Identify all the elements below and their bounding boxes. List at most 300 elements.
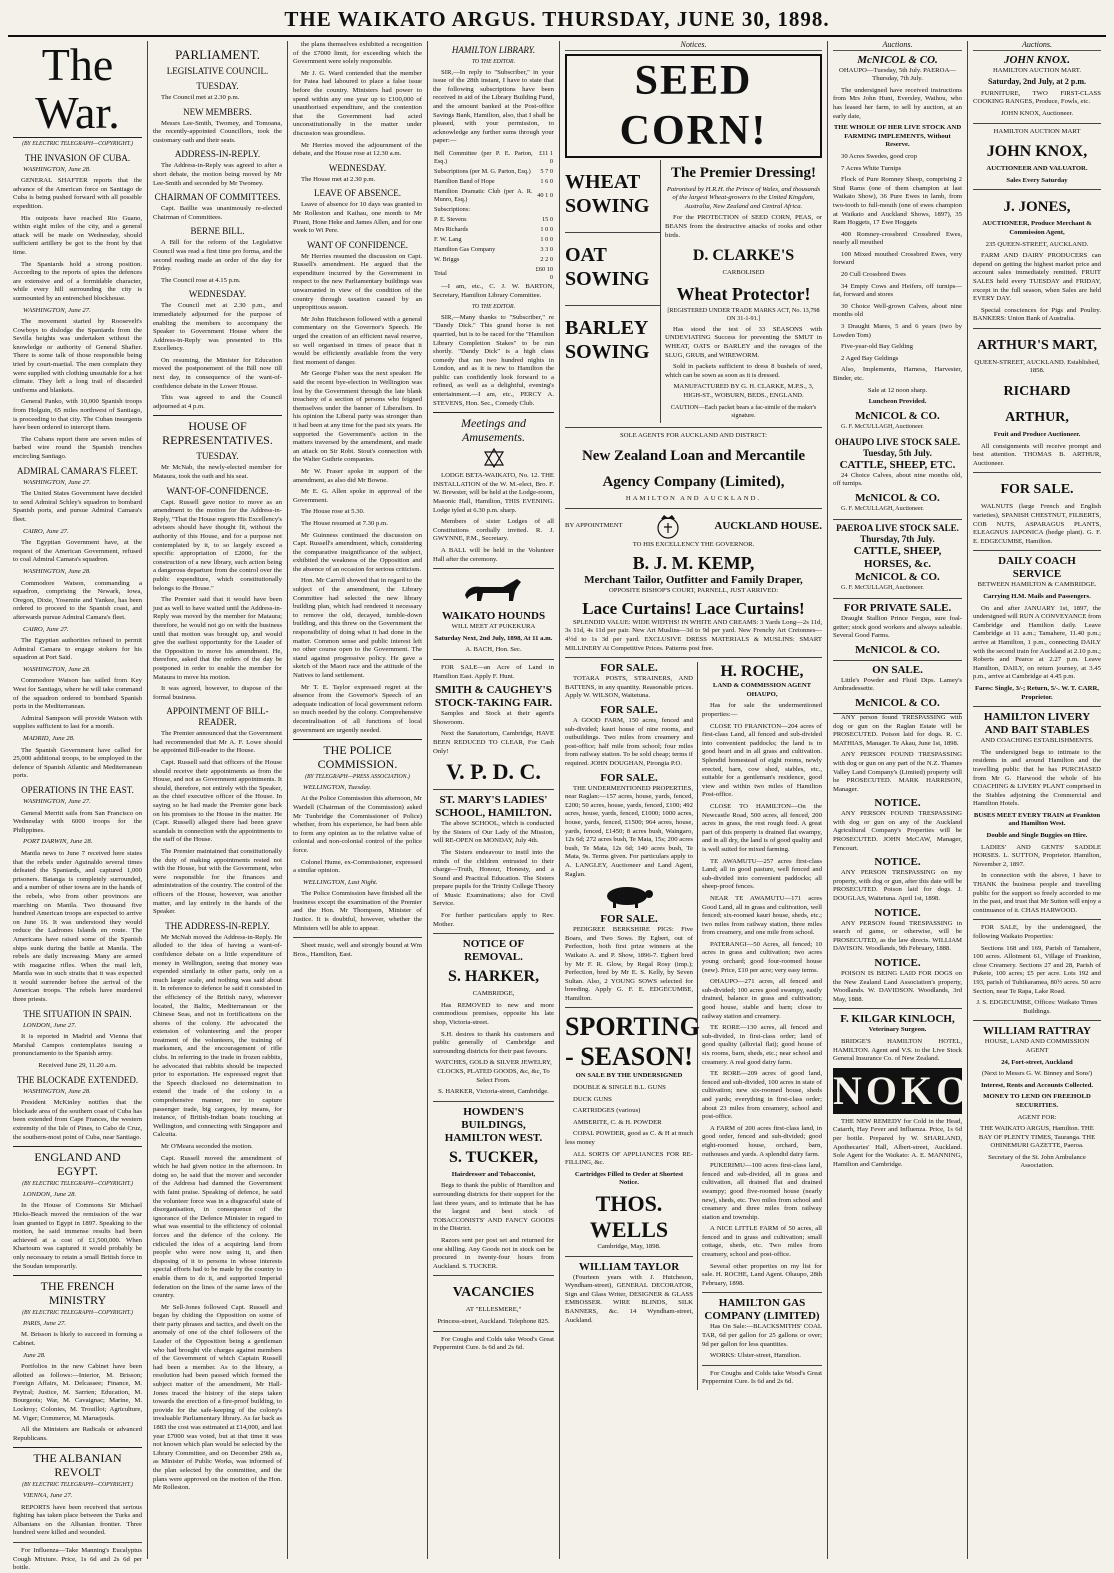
paragraph: A GOOD FARM, 150 acres, fenced and sub-divided; kauri house of nine rooms, and outbuildings. Two miles from creamery and post-office; half mile from school; four miles from railway station. To be sold cheap; terms if required. JOHN DOUGHAN, Pirongia P.O.: [565, 717, 693, 767]
paragraph: Capt. Baillie was unanimously re-elected Chairman of Committees.: [153, 205, 282, 221]
headline-england-egypt: ENGLAND AND EGYPT.: [13, 1146, 142, 1178]
paragraph: Mr George Fisher was the next speaker. He said the recent bye-election in Wellington was lost by the Government through the late blank treachery of a section of persons who feigned themselves under the banner of Liberalism. In his opinion the Liberal party was stronger than it had been at any time for the past six years. He supported the Government's action in the matters traversed by the amendment, and made an attack on Sir Robt. Stout's connection with the Walter Guthrie companies.: [293, 370, 422, 464]
paragraph: The Council rose at 4.15 p.m.: [161, 276, 241, 284]
john-knox-title: JOHN KNOX.: [1003, 53, 1070, 66]
clarke-ad: [665, 160, 822, 423]
livery-title: HAMILTON LIVERY AND BAIT STABLES: [983, 711, 1091, 737]
sole-agents: SOLE AGENTS FOR AUCKLAND AND DISTRICT:: [620, 431, 767, 439]
for-sale-title: FOR SALE.: [1000, 482, 1074, 498]
divider: [433, 1331, 554, 1332]
subscription-row: [433, 215, 554, 225]
tucker-name: S. TUCKER,: [448, 1148, 539, 1166]
on-sale: ON SALE BY THE UNDERSIGNED: [575, 1072, 683, 1080]
paragraph: On resuming, the Minister for Education moved the postponement of the Bill now till next day, in consequence of the want-of-confidence debate in the Lower House.: [153, 356, 282, 390]
divider: [13, 1542, 142, 1543]
auckland-house: AUCKLAND HOUSE.: [714, 520, 822, 533]
stock-item: Flock of Pure Romney Sheep, comprising 2 Stud Rams (one of them champion at last Waikato Show), 36 Pure Ewes in lamb, from two-tooth to full-mouth (one of ewes champion at Waikato and Auckland Shows, 1897), 35 Ram Hoggets, 17 Ewe Hoggets: [833, 176, 962, 227]
dateline: CAIRO, June 27.: [23, 625, 69, 633]
subscription-row: [433, 255, 554, 265]
vpdc-title: V. P. D. C.: [446, 759, 541, 785]
dateline: WELLINGTON, Tuesday.: [303, 783, 372, 791]
knox-trade: AUCTIONEER AND VALUATOR.: [986, 165, 1088, 173]
divider: [565, 657, 822, 658]
wells-date: Cambridge, May, 1898.: [597, 1243, 661, 1250]
subscription-row: [433, 177, 554, 187]
subscription-name: Hamilton Gas Company: [434, 245, 496, 253]
paragraph: Patronised by H.R.H. the Prince of Wales, and thousands of the largest Wheat-growers in the United Kingdom, Australia, New Zealand and Central Africa.: [666, 185, 821, 210]
sowing-list: [565, 160, 661, 423]
paragraph: WATCHES, GOLD & SILVER JEWELRY, CLOCKS, PLATED GOODS, &c, &c, To Select From.: [435, 1059, 552, 1084]
luncheon: Luncheon Provided.: [868, 398, 927, 406]
for-sale-title: FOR SALE.: [600, 913, 658, 926]
paragraph: S.H. desires to thank his customers and public generally of Cambridge and surrounding districts for their past favours.: [433, 1030, 554, 1055]
stock-item: 2 Aged Bay Geldings: [841, 354, 899, 362]
paragraph: Leave of absence for 10 days was granted to Mr Rolleston and Kaihau, one month to Mr Pirani, Hone Heke and James Allen, and for one week to Wi Pere.: [293, 201, 422, 235]
subscription-row: [433, 265, 554, 283]
mcnicol-sig: McNICOL & CO.: [855, 409, 940, 422]
paragraph: The Premier maintained that constitutionally the duty of making appointments rested not with the House, but with the Government, who were responsible for the finances and administration of the country. The control of the officers of the House, however, was another matter, and lay entirely in the hands of the Speaker.: [153, 848, 282, 916]
paragraph: The Sisters endeavour to instil into the minds of the children entrusted to their charge—Truth, Honour, Honesty, and a Sound and Practical Education. The Sisters prepare pupils for the Trinity College Theory of Music Examinations; also for Civil Service.: [433, 848, 554, 908]
subscription-name: Subscriptions (per M. G. Parton, Esq.): [434, 167, 531, 175]
subscription-amount: 1 6 0: [540, 177, 553, 185]
paragraph: Manila news to June 7 received here states that the rebels under Aguinaldo several times defeated the Spaniards, and captured 1,000 prisoners. Batanga is completely surrounded, and a number of other towns are in the hands of the rebels, who from other provinces are marching on Manila. Two thousand five hundred American troops are expected to arrive on June 16. It was understood they would reduce the Ladrones Islands en route. The Americans have raised some of the Spanish ships sunk during the battle at Manila. The rebels are daily increasing. Many are armed with magazine rifles. When the mail left, Manila was in such straits that it was expected it would surrender before the arrival of the American troops. The rebels have murdered three priests.: [13, 849, 142, 1004]
divider: [833, 1008, 962, 1009]
property: TE AWAMUTU—257 acres first-class Land; all in good pasture, well fenced and sub-divided into convenient paddocks; all sheep-proof fences.: [702, 857, 822, 891]
headline-parliament: PARLIAMENT.: [175, 47, 260, 62]
subhead: THE ADDRESS-IN-REPLY.: [165, 920, 270, 931]
subscription-amount: 1 0 0: [540, 225, 553, 233]
subhead: NEW MEMBERS.: [183, 106, 252, 117]
paragraph: Mr T. E. Taylor expressed regret at the absence from the Governor's Speech of an adequate indication of local government reform so much needed by the colony. Comprehensive decentralisation of all functions of local government are urgently needed.: [293, 683, 422, 734]
knox-name: JOHN KNOX,: [986, 143, 1088, 161]
to-editor: TO THE EDITOR.: [471, 304, 516, 311]
dateline: WASHINGTON, June 27.: [23, 306, 91, 314]
noko-banner: NOKO: [833, 1067, 972, 1113]
jones-name: J. JONES,: [1003, 199, 1071, 216]
paragraph: GENERAL SHAFTER reports that the advance of the American force on Santiago de Cuba is being pushed forward with all possible expedition.: [13, 177, 142, 210]
dateline: LONDON, June 27.: [23, 1021, 77, 1029]
mcnicol-sig: McNICOL & CO.: [855, 696, 940, 709]
paragraph: The movement started by Roosevelt's Cowboys to dislodge the Spaniards from the Sevilla heights was undertaken without the knowledge or authority of General Shafter. There is some talk of those responsible being tried by court-martial. The men complain they were supplied with clothing unsuitable for a hot climate. They left a long trail of discarded uniforms and blankets.: [13, 318, 142, 394]
mart-title: HAMILTON AUCTION MART.: [992, 66, 1082, 74]
dateline: WASHINGTON, June 27.: [23, 478, 91, 486]
paragraph: TOTARA POSTS, STRAINERS, AND BATTENS, in any quantity. Reasonable prices. Apply W. WILSON, Waitetuna.: [565, 675, 693, 700]
kinloch-name: F. KILGAR KINLOCH,: [840, 1013, 955, 1026]
property: PATERANGI—50 Acres, all fenced; 10 acres in grass and cultivation; two acres young orchard; good four-roomed house (new). Price, £10 per acre; very easy terms.: [702, 940, 822, 974]
paragraph: The Egyptian authorities refused to permit Admiral Camara to engage stokers for his squadron at Port Said.: [13, 637, 142, 662]
paragraph: Has On Sale:—BLACKSMITHS' COAL TAR, 6d per gallon for 25 gallons or over; 9d per gallon for less quantities.: [702, 1323, 822, 1348]
mcnicol-sig: McNICOL & CO.: [855, 643, 940, 656]
dateline: LONDON, June 28.: [23, 1190, 77, 1198]
subscription-amount: 3 3 0: [540, 245, 553, 253]
headline-meetings: Meetings and Amusements.: [433, 412, 554, 444]
dateline: WASHINGTON, June 28.: [23, 567, 91, 575]
paragraph: JOHN KNOX, Auctioneer.: [1000, 109, 1074, 117]
property: CLOSE TO HAMILTON—On the Newcastle Road, 500 acres, all fenced, 200 acres in grass, the rest rough feed. A great part of this property is drained flat swampy, and in all dry, the land is of good quality and is well suited for mixed farming.: [702, 802, 822, 853]
divider: [973, 706, 1101, 707]
sporting-season: SPORTING - SEASON!: [565, 1012, 700, 1072]
premier-dressing: The Premier Dressing!: [671, 164, 816, 181]
smith-caughey-title: SMITH & CAUGHEY'S STOCK-TAKING FAIR.: [434, 684, 553, 710]
divider: [973, 472, 1101, 473]
for-sale-title: FOR SALE.: [600, 771, 658, 784]
paragraph: SIR,—In reply to "Subscriber," in your issue of the 28th instant, I have to state that the following subscriptions have been received in aid of the Library Building Fund, and the amount banked at the Post-office Savings Bank, Hamilton, also, that I shall be pleased, with your permission, to acknowledge any further sums through your paper:—: [433, 68, 554, 145]
dateline: CAIRO, June 27.: [23, 527, 69, 535]
stock-item: 34 Empty Cows and Heifers, off turnips—fat, forward and stores: [833, 282, 962, 299]
divider: [702, 1292, 822, 1293]
credit-line: (BY ELECTRIC TELEGRAPH—COPYRIGHT.): [22, 141, 133, 147]
paragraph: Sections 168 and 169, Parish of Tamahere, 100 acres. Allotment 61, Village of Frankton, close Creamery. Sections 27 and 28, Parish of Pukete, 100 acres; £5 per acre. Lots 192 and 193, parish of Tuhikaramea, 80½ acres. 50 acre Section, near Te Rapa, Lake Road.: [973, 944, 1101, 995]
st-marys-title: ST. MARY'S LADIES' SCHOOL, HAMILTON.: [435, 794, 552, 820]
paragraph: Members of sister Lodges of all Constitutions cordially invited. R. J. GWYNNE, P.M., Secretary.: [433, 518, 554, 543]
paragraph: The Council met at 2.30 p.m.: [161, 94, 240, 101]
rattray-next: (Next to Messrs G. W. Binney and Sons'): [981, 1070, 1093, 1078]
column-auctions: [828, 40, 972, 1559]
auctioneer: G. F. McCULLAGH, Auctioneer.: [841, 583, 924, 591]
column-library-meetings: [428, 41, 560, 1559]
subscription-name: F. W. Lang: [434, 235, 462, 243]
sale-dates: OHAUPO—Tuesday, 5th July. PAEROA—Thursday, 7th July.: [839, 66, 956, 83]
by-appointment: BY APPOINTMENT: [565, 522, 623, 530]
paragraph: Mr McNab, the newly-elected member for Mataura, took the oath and his seat.: [153, 464, 282, 481]
arthur-name: RICHARD ARTHUR,: [1003, 384, 1071, 426]
paragraph: FURNITURE, TWO FIRST-CLASS COOKING RANGES, Produce, Fowls, etc.: [973, 89, 1101, 106]
trespass-notice: ANY PERSON FOUND TRESPASSING with dog or gun on any part of the N.Z. Thames Valley Land Company's (Limited) property will be PROSECUTED. MARK HARRISON, Manager.: [833, 751, 962, 793]
royal-crest-icon: [651, 513, 685, 541]
removal-title: NOTICE OF REMOVAL.: [462, 938, 525, 964]
paragraph: The undersigned begs to intimate to the residents in and around Hamilton and the travelling public that he has PURCHASED from Mr G. Harwood the whole of his COACHING & LIVERY PLANT comprised in the Stables adjoining the Commercial and Hamilton Hotels.: [973, 748, 1101, 808]
paragraph: Special consciences for Pigs and Poultry. BANKERS: Union Bank of Australia.: [973, 306, 1101, 323]
notice-title: NOTICE.: [874, 906, 921, 919]
arthur-trade: Fruit and Produce Auctioneer.: [993, 431, 1081, 439]
paragraph: A Bill for the reform of the Legislative Council was read a first time pro forma, and the second reading made an order of the day for Friday.: [153, 239, 282, 273]
paragraph: The Egyptian Government have, at the request of the American Government, refused to coal Admiral Camara's squadron.: [13, 539, 142, 564]
paragraph: Next the Sanatorium, Cambridge, HAVE BEEN REDUCED TO CLEAR, For Cash Only!: [433, 730, 554, 755]
stock-item: 30 Choice Well-grown Calves, about nine months old: [833, 302, 962, 319]
paragraph: This was agreed to and the Council adjourned at 4 p.m.: [153, 394, 282, 410]
headline-camara-fleet: ADMIRAL CAMARA'S FLEET.: [17, 465, 138, 476]
trespass-notice: ANY person found TRESPASSING with dog or gun on the Raglan Estate will be PROSECUTED. Poison laid for dogs. R. C. MATHIAS, Manager. Te Akau, June 1st, 1898.: [833, 713, 962, 747]
private-sale: [833, 599, 962, 661]
sporting-item: DUCK GUNS: [573, 1095, 612, 1103]
subscription-name: Subscriptions:: [434, 205, 471, 213]
divider: [565, 1256, 693, 1257]
paragraph: It was agreed, however, to dispose of the formal business.: [153, 685, 282, 701]
paragraph: The Council met at 2.30 p.m., and immediately adjourned for the purpose of enabling the members to accompany the Speaker to Government House where the Address-in-Reply was presented to His Excellency.: [153, 302, 282, 353]
divider: [973, 328, 1101, 329]
paragraph: Mr J. G. Ward contended that the member for Patea had laboured to place a false issue before the country. Ministers had power to spend within any one year up to £100,000 of unauthorised expenditure, and the contention that the Government had acted unconstitutionally in the matter under discussion was groundless.: [293, 69, 422, 137]
hounds-sec: A. BACH, Hon. Sec.: [465, 646, 522, 654]
subscription-amount: 40 1 0: [537, 191, 553, 199]
coach-mails: Carrying H.M. Mails and Passengers.: [983, 593, 1091, 600]
subhead: WANT OF CONFIDENCE.: [306, 239, 409, 250]
subhead: WANT-OF-CONFIDENCE.: [166, 485, 269, 496]
dateline: WASHINGTON, June 28.: [23, 665, 91, 673]
signature: —I am, etc., C. J. W. BARTON, Secretary, Hamilton Library Committee.: [433, 282, 554, 299]
roche-column: [702, 662, 822, 1390]
rattray-interest: Interest, Rents and Accounts Collected.: [980, 1081, 1094, 1089]
rattray-trade: HOUSE, LAND AND COMMISSION AGENT: [984, 1038, 1090, 1054]
property: CLOSE TO FRANKTON—204 acres of first-class Land, all fenced and sub-divided into convenient paddocks; the land is in good heart and in all grass and cultivation. Splendid homestead of eight rooms, newly erected, barn, cow shed, stables, etc., suitable for a gentleman's residence, good view and within two miles of Hamilton Post-office.: [702, 722, 822, 799]
paragraph: SIR,—Many thanks to "Subscriber," re "Dandy Dick." This grand horse is not quarried, but is to be raced for the "Hamilton Library Completion Stakes" to be run shortly. "Dandy Dick" is a high class comedy that ran two hundred nights in London, and as it is new to Hamilton the public can confidently look forward to a refined, as well as a delightful, evening's entertainment.—I am, etc., PERCY A. STEVENS, Hon. Sec., Comedy Club.: [433, 313, 554, 407]
sale-roche-row: [565, 662, 822, 1390]
divider: [565, 427, 822, 428]
to-editor: TO THE EDITOR.: [471, 59, 516, 65]
paragraph: President McKinley notifies that the blockade area of the southern coast of Cuba has been extended from Cape Frances, the western extremity of the Isle of Pines, to Cabo de Cruz, the southern-most point of Cuba, near Santiago.: [13, 1099, 142, 1141]
paragraph: Mr O'Meara seconded the motion.: [161, 1143, 253, 1150]
paragraph: FOR SALE, by the undersigned, the following Waikato Properties:: [973, 924, 1101, 940]
paragraph: Razors sent per post set and returned for one shilling. Any Goods not in stock can be procured in twenty-four hours from Auckland. S. TUCKER.: [433, 1236, 554, 1270]
stock-item: 400 Romney-crossbred Crossbred Ewes, nearly all mouthed: [833, 230, 962, 247]
masonic-emblem-icon: [483, 447, 505, 469]
section-head: Auctions.: [973, 41, 1101, 51]
cattle-title: CATTLE, SHEEP, HORSES, &c.: [853, 544, 942, 570]
subscription-name: Hamilton Band of Hope: [434, 177, 495, 185]
paragraph: In connection with the above, I have to THANK the business people and travelling public for the support so freely accorded to me in the past, and trust that Mr Sutton will enjoy a continuance of it. CHAS HARWOOD.: [973, 872, 1101, 914]
dateline: June 28.: [23, 1351, 46, 1359]
subscription-amount: 1 0 0: [540, 235, 553, 243]
paragraph: Admiral Sampson will provide Watson with supplies sufficient to last for a month.: [13, 714, 142, 731]
subhead: APPOINTMENT OF BILL-READER.: [166, 706, 269, 728]
subscription-row: [433, 187, 554, 205]
kemp-name: B. J. M. KEMP,: [632, 553, 755, 574]
paragraph: The Cubans report there are seven miles of barbed wire round the Spanish trenches encircling Santiago.: [13, 435, 142, 460]
agent-list: THE WAIKATO ARGUS, Hamilton. THE BAY OF PLENTY TIMES, Tauranga. THE OHINEMURI GAZETTE, Paeroa.: [978, 1125, 1096, 1150]
nz-loan-title: New Zealand Loan and Mercantile Agency Company (Limited),: [581, 448, 806, 491]
paragraph: Commodore Watson has sailed from Key West for Santiago, where he will take command of the squadron ordered to bombard Spanish ports in the Mediterranean.: [13, 677, 142, 711]
mcnicol-title: McNICOL & CO.: [857, 53, 938, 66]
thos-wells: THOS. WELLS: [589, 1191, 669, 1242]
headline-blockade: THE BLOCKADE EXTENDED.: [16, 1074, 139, 1085]
headline-situation-spain: THE SITUATION IN SPAIN.: [23, 1008, 132, 1019]
headline-hamilton-library: HAMILTON LIBRARY.: [451, 45, 536, 55]
headline-albanian-revolt: THE ALBANIAN REVOLT: [13, 1447, 142, 1479]
headline-invasion-cuba: THE INVASION OF CUBA.: [24, 152, 131, 163]
subhead: TUESDAY.: [196, 451, 239, 462]
seed-ad-body: [565, 160, 822, 423]
paragraph: Several other properties on my list for sale. H. ROCHE, Land Agent. Ohaupo, 28th February, 1898.: [702, 1262, 822, 1287]
property: TE RORE—130 acres, all fenced and sub-divided, in first-class order; land of good quality (alluvial flat); good house of six rooms, barn, sheds, etc.; near school and creamery. A real good dairy farm.: [702, 1024, 822, 1066]
dateline: WELLINGTON, Last Night.: [303, 878, 378, 886]
vacancies-place: AT "ELLESMERE,": [465, 1306, 522, 1314]
paragraph: Mr E. G. Allen spoke in approval of the Government.: [293, 488, 422, 504]
paragraph: Draught Stallion Prince Fergus, sure foal-getter; stock good workers and always saleable. Several Good Farms.: [833, 614, 962, 640]
paragraph: The House rose at 5.30.: [301, 508, 365, 516]
subscription-amount: 5 7 0: [540, 167, 553, 175]
hound-icon: [459, 573, 529, 607]
stock-item: 20 Cull Crossbred Ewes: [841, 271, 906, 279]
paragraph: PEDIGREE BERKSHIRE PIGS: Five Boars, and Two Sows. By Egbert, out of Perfection, both first prize winners at the Waikato A. and P. Show, 1896-7. Egbert bred by Mr F. R. Glow, by Regal Rosy (imp.); Perfection, bred by Mr E. S. Kelly, by Seven Sultan. Also, 2 YOUNG SOWS selected for breeding. Apply G. F. E. EDGECUMBE, Hamilton.: [565, 926, 693, 1002]
trespass-notice: POISON IS BEING LAID FOR DOGS on the New Zealand Land Association's property, Woodlands. W. DAVIDSON. Woodlands, 3rd May, 1888.: [833, 970, 962, 1003]
subscription-name: P. E. Stevens: [434, 215, 467, 223]
subscription-row: [433, 235, 554, 245]
paragraph: Mr Herries resumed the discussion on Capt. Russell's amendment. He argued that the expenditure incurred by the Government in respect to the new Parliamentary buildings was unwarranted in view of the condition of the country through taxation caused by an unpropitious season.: [293, 252, 422, 312]
footer-ad: Sheet music, well and strongly bound at Wm Bros., Hamilton, East.: [293, 942, 422, 958]
section-head: Notices.: [565, 41, 822, 51]
registered: [REGISTERED UNDER TRADE MARKS ACT, No. 13,798 ON 31-1-91.]: [667, 306, 820, 322]
subhead: CHAIRMAN OF COMMITTEES.: [154, 192, 281, 203]
knox-sales: Sales Every Saturday: [1006, 176, 1068, 184]
subscription-amount: £60 10 0: [535, 265, 553, 281]
subscription-name: Bell Committee (per P. E. Parton, Esq.): [434, 149, 533, 165]
paragraph: Messrs Lee-Smith, Twomey, and Tomoana, the recently-appointed Councillors, took the customary oath and their seats.: [153, 119, 282, 144]
divider: [433, 659, 554, 660]
dateline: PORT DARWIN, June 28.: [23, 838, 93, 846]
notice-title: NOTICE.: [874, 957, 921, 969]
paragraph: THE WHOLE OF HER LIVE STOCK AND FARMING IMPLEMENTS, Without Reserve.: [833, 124, 962, 149]
column-parliament-cont: [288, 41, 428, 1559]
arthur-mart: ARTHUR'S MART,: [976, 337, 1098, 353]
mart-title: HAMILTON AUCTION MART: [993, 127, 1081, 135]
paragraph: The Premier announced that the Government had recommended that Mr A. F. Lowe should be appointed Bill-reader to the House.: [153, 730, 282, 755]
trespass-notice: ANY PERSON found TRESPASSING in search of game, or otherwise, will be PROSECUTED, as the law directs. WILLIAM DAVISON. Woodlands, 9th February, 1888.: [833, 919, 962, 953]
subhead: WEDNESDAY.: [328, 162, 387, 173]
paragraph: Sold in packets sufficient to dress 8 bushels of seed, which can be sown as soon as it is dressed.: [665, 363, 822, 379]
paeroa-title: PAEROA LIVE STOCK SALE.: [836, 522, 959, 533]
sporting-item: CARTRIDGES (various): [573, 1107, 641, 1115]
subscription-amount: 2 2 0: [540, 255, 553, 263]
divider: [973, 550, 1101, 551]
credit-line: (BY ELECTRIC TELEGRAPH—COPYRIGHT.): [22, 1482, 133, 1489]
jones-address: 235 QUEEN-STREET, AUCKLAND.: [985, 240, 1089, 248]
cartridges: Cartridges Filled to Order at Shortest Notice.: [574, 1170, 684, 1187]
paragraph: All consignments will receive prompt and best attention. THOMAS B. ARTHUR, Auctioneer.: [973, 442, 1101, 467]
property: NEAR TE AWAMUTU—171 acres Good Land, all in grass and cultivation, well fenced; six-roomed kauri house, sheds, etc.; two miles from railway station, three miles from creamery, and one mile from school.: [702, 894, 822, 937]
subhead: LEAVE OF ABSENCE.: [313, 188, 402, 199]
subscription-name: Mrs Richards: [434, 225, 469, 233]
agent-secretary: Secretary of the St. John Ambulance Association.: [988, 1153, 1086, 1170]
stock-list: [833, 153, 962, 384]
paragraph: LADIES' AND GENTS' SADDLE HORSES. L. SUTTON, Proprietor. Hamilton, November 2, 1897.: [973, 843, 1101, 868]
divider: [973, 1020, 1101, 1021]
dateline: VIENNA, June 27.: [23, 1492, 73, 1500]
manufacturer: MANUFACTURED BY G. H. CLARKE, M.P.S., 3, HIGH-ST., WOBURN, BEDS., ENGLAND.: [673, 383, 814, 399]
howden-title: HOWDEN'S BUILDINGS, HAMILTON WEST.: [444, 1105, 543, 1144]
paeroa-date: Thursday, 7th July.: [860, 533, 935, 544]
kemp-address: OPPOSITE BISHOP'S COURT, PARNELL, JUST ARRIVED:: [608, 587, 779, 595]
paragraph: Portfolios in the new Cabinet have been allotted as follows:—Interior, M. Brisson; Foreign Affairs, M. Delcassee; Finance, M. Peytral; Justice, M. Sarrien; Education, M. Bourgeois; War, M. Cavaignac; Marine, M. Lockroy; Colonies, M. Trouillot; Agriculture, M. Viger; Commerce, M. Maruejouls.: [13, 1363, 142, 1422]
stock-item: Five-year-old Bay Gelding: [841, 343, 913, 351]
sporting-item: AMBERITE, C. & H. POWDER: [573, 1118, 662, 1126]
paragraph: Has for sale the undermentioned properties:—: [702, 702, 822, 719]
paragraph: The House met at 2.30 p.m.: [301, 175, 376, 183]
arthur-address: QUEEN-STREET, AUCKLAND. Established, 1858.: [974, 358, 1100, 375]
notice-title: NOTICE.: [874, 797, 921, 810]
section-head: Auctions.: [833, 41, 962, 51]
subhead: BERNE BILL.: [190, 226, 245, 237]
paragraph: Mr W. Fraser spoke in support of the amendment, as also did Mr Bowne.: [293, 467, 422, 484]
footer-ad: For Coughs and Colds take Wood's Great Peppermint Cure. Is 6d and 2s 6d.: [702, 1369, 822, 1386]
vacancies-addr: Princess-street, Auckland. Telephone 825.: [437, 1317, 550, 1325]
paragraph: Begs to thank the public of Hamilton and surrounding districts for their support for the last three years, and to intimate that he has the largest and best stock of TOBACCONISTS' AND FANCY GOODS in the District.: [433, 1182, 554, 1233]
paragraph: FARM AND DAIRY PRODUCERS can depend on getting the highest market price and account sales immediately remitted. FRUIT SALES held every TUESDAY and FRIDAY, except in the full season, when Sales are held EVERY DAY.: [973, 252, 1101, 303]
paragraph: The undersigned have received instructions from Mrs John Hunt, Eversley, Waihou, who has leased her farm, to sell by auction, at an early date,: [833, 86, 962, 120]
property: A NICE LITTLE FARM of 50 acres, all fenced and in grass and cultivation; small cottage, sheds, etc. Two miles from creamery, school and post-office.: [702, 1225, 822, 1259]
carbolised: CARBOLISED: [722, 269, 765, 277]
paragraph: The above SCHOOL, which is conducted by the Sisters of Our Lady of the Mission, will RE-OPEN on MONDAY, July 4th.: [433, 820, 554, 845]
property: OHAUPO—271 acres, all fenced and sub-divided; 100 acres good swampy, easily drained, balance in grass and cultivation; good house, stable and barn; close to railway station and creamery.: [702, 978, 822, 1020]
divider: [565, 508, 822, 509]
harker-name: S. HARKER,: [447, 968, 540, 986]
subhead: ADDRESS-IN-REPLY.: [174, 149, 261, 160]
dateline: MADRID, June 28.: [23, 735, 75, 743]
subscription-table: [433, 149, 554, 283]
vacancies-title: VACANCIES: [452, 1285, 535, 1301]
ohaupo-date: Tuesday, 5th July.: [863, 447, 932, 458]
subscription-amount: 15 0: [541, 215, 553, 223]
roche-name: H. ROCHE,: [720, 663, 804, 681]
column-notices: [560, 41, 828, 1559]
paragraph: WORKS: Ulster-street, Hamilton.: [710, 1352, 801, 1360]
hounds-title: WAIKATO HOUNDS: [441, 610, 546, 623]
paragraph: LODGE BETA-WAIKATO, No. 12. THE INSTALLATION of the W. M.-elect, Bro. F. W. Brewster, will be held at the Lodge-room, Masonic Hall, Hamilton, THIS EVENING. Lodge tyled at 6.30 p.m. sharp.: [433, 472, 554, 514]
hounds-date: Saturday Next, 2nd July, 1898, At 11 a.m.: [434, 634, 553, 642]
paragraph: The Address-in-Reply was agreed to after a short debate, the motion being moved by Mr Lee-Smith and seconded by Mr Twomey.: [153, 162, 282, 187]
sporting-item: COPAL POWDER, good as C. & H at much less money: [565, 1130, 693, 1147]
subscription-amount: [534, 205, 554, 215]
column-parliament: [148, 41, 288, 1559]
headline-french-ministry: THE FRENCH MINISTRY: [13, 1275, 142, 1307]
paragraph: Capt. Russell moved the amendment of which he had given notice in the afternoon. In doing so, he said that the mover and seconder of the Address had damned the Government with faint praise. Speaking of defence, he said the volunteer force was in a disgraceful state of disorganisation, in consequence of the ignorance of the Defence Minister in regard to what was essential to the efficiency of colonial forces and the defence of the colony. He ridiculed the idea of a acquiring land from people who were now using it, and then disposing of it to persons in whose interests special efforts had to be made by the country to enable them to do it, and supported Imperial federation on the lines of the same laws of the country.: [153, 1154, 282, 1300]
mcnicol-sig: McNICOL & CO.: [855, 570, 940, 583]
paragraph: Mr McNab moved the Address-in-Reply. He alluded to the idea of having a want-of-confidence debate on a little expenditure of money in Wellington, seeing that money was expended similarly in other parts, only on a much larger scale, and nothing was said about it. In reference to defence he said it consisted in the efficiency of the British navy, wherever located, the Baltic, Mediterranean or the Chinese Seas, and not in fortifications on the shores of the colony. He advocated the extension of volunteering and the proper treatment of the volunteers, the training of marksmen, and the encouragement of rifle clubs. In referring to the trade in frozen rabbits, he advocated that rabbits should be inspected prior to exportation. He expressed regret that the Speech disclosed no determination to extend the trade of the colony in a comprehensive manner, nor to capture passenger trade, big cargoes, by means, for instance, of British-Indian boats touching at Wellington, and connecting with Singapore and Calcutta.: [153, 933, 282, 1139]
onsale-title: ON SALE.: [872, 663, 923, 676]
subscription-row: [433, 245, 554, 255]
kemp-trade: Merchant Tailor, Outfitter and Family Draper,: [584, 574, 803, 587]
column-auctions-2: [968, 41, 1106, 1559]
coach-title: DAILY COACH SERVICE: [998, 555, 1076, 581]
coach-between: BETWEEN HAMILTON & CAMBRIDGE.: [977, 581, 1097, 589]
notice-title: NOTICE.: [874, 856, 921, 869]
paragraph: Capt. Russell gave notice to move as an amendment to the motion for the Address-in-Reply, "That the House regrets His Excellency's advisers should have thought fit, without the authority of this House, and for a purpose not contemplated by it, to so largely exceed a specific appropriation of £2000, for the construction of a new library, such action being a dangerous departure from the control over the public expenditure, which constitutionally belongs to the House.": [153, 498, 282, 592]
pig-icon: [601, 882, 657, 910]
jones-trade: AUCTIONEER, Produce Merchant & Commission Agent,: [982, 220, 1092, 236]
for-sale-column: [565, 662, 698, 1390]
roche-trade: LAND & COMMISSION AGENT OHAUPO,: [712, 682, 812, 698]
paragraph: For the PROTECTION of SEED CORN, PEAS, or BEANS from the destructive attacks of rooks and other birds.: [665, 214, 822, 239]
paragraph: M. Brisson is likely to succeed in forming a Cabinet.: [13, 1331, 142, 1347]
livery-sub: AND COACHING ESTABLISHMENTS.: [980, 737, 1094, 745]
property: A FARM of 200 acres first-class land, in good order, fenced and sub-divided; good eight-roomed house, orchard, barn, outhouses and yards. A splendid dairy farm.: [702, 1124, 822, 1158]
sale-time: Sale at 12 noon sharp.: [867, 386, 928, 394]
paragraph: Has REMOVED to new and more commodious premises, opposite his late shop, Victoria-street.: [433, 1001, 554, 1027]
credit-line: (BY ELECTRIC TELEGRAPH—COPYRIGHT.): [22, 1181, 133, 1188]
paragraph: A BALL will be held in the Volunteer Hall after the ceremony.: [433, 547, 554, 563]
buses: BUSES MEET EVERY TRAIN at Frankton and Hamilton West.: [973, 811, 1101, 828]
paragraph: J. S. EDGECUMBE, Offices: Waikato Times Buildings.: [976, 999, 1098, 1015]
masthead: THE WAIKATO ARGUS. THURSDAY, JUNE 30, 1898.: [8, 6, 1106, 37]
paragraph: General Panko, with 10,000 Spanish troops from Holguin, 65 miles northwest of Santiago, is proceeding to that city. The Cuban insurgents have been ordered to intercept them.: [13, 398, 142, 432]
paragraph: (Fourteen years with J. Hutcheson, Wyndham-street), GENERAL DECORATOR, Sign and Glass Writer, DESIGNER & GLASS EMBOSSER. WIRE BLINDS, SILK BANNERS, &c. 14 Wyndham-street, Auckland.: [565, 1273, 693, 1324]
subhead: WEDNESDAY.: [188, 289, 247, 300]
paragraph: The Spaniards hold a strong position. According to the reports of spies the defences are extensive and of a formidable character, while every hill surrounding the city is surmounted by an entrenched blockhouse.: [13, 260, 142, 302]
hounds-meet: WILL MEET AT PUKEKURA: [451, 623, 536, 631]
dateline: WASHINGTON, June 28.: [23, 165, 91, 173]
paragraph: The Spanish Government have called for 25,000 additional troops, to be employed in the defence of Spanish Atlantic and Mediterranean ports.: [13, 746, 142, 780]
subscription-row: [433, 225, 554, 235]
nz-loan-places: HAMILTON AND AUCKLAND.: [625, 495, 762, 503]
cattle-title: CATTLE, SHEEP, ETC.: [839, 458, 956, 471]
paragraph: Mr Guinness continued the discussion on Capt. Russell's amendment, which, considering the comparative insignificance of the subject, exhibited the weakness of the Opposition and the absence of an occasion for serious criticism.: [293, 531, 422, 573]
property: PUKERIMU—100 acres first-class land, fenced and sub-divided, all in grass and cultivation, all drained flat and drained swampy; good five-roomed house (nearly new), sheds, etc. Two miles from school and creamery and three miles from railway station and township.: [702, 1162, 822, 1221]
paragraph: BRIDGE'S HAMILTON HOTEL, HAMILTON. Agent and V.S. to the Live Stock General Insurance Co. of New Zealand.: [833, 1037, 962, 1063]
dateline: PARIS, June 27.: [23, 1319, 66, 1327]
subhead: TUESDAY.: [196, 81, 239, 91]
stock-item: 30 Acres Swedes, good crop: [841, 152, 917, 160]
agent-for: AGENT FOR:: [1017, 1113, 1057, 1121]
private-title: FOR PRIVATE SALE.: [843, 601, 952, 614]
paragraph: At the Police Commission this afternoon, Mr Wardell (Chairman of the Commission) asked Mr Tunbridge the Commissioner of Police) whether, from his experience, he had been able to form any opinion as to the relative value of colonial and non-colonial control of the police force.: [293, 795, 422, 854]
